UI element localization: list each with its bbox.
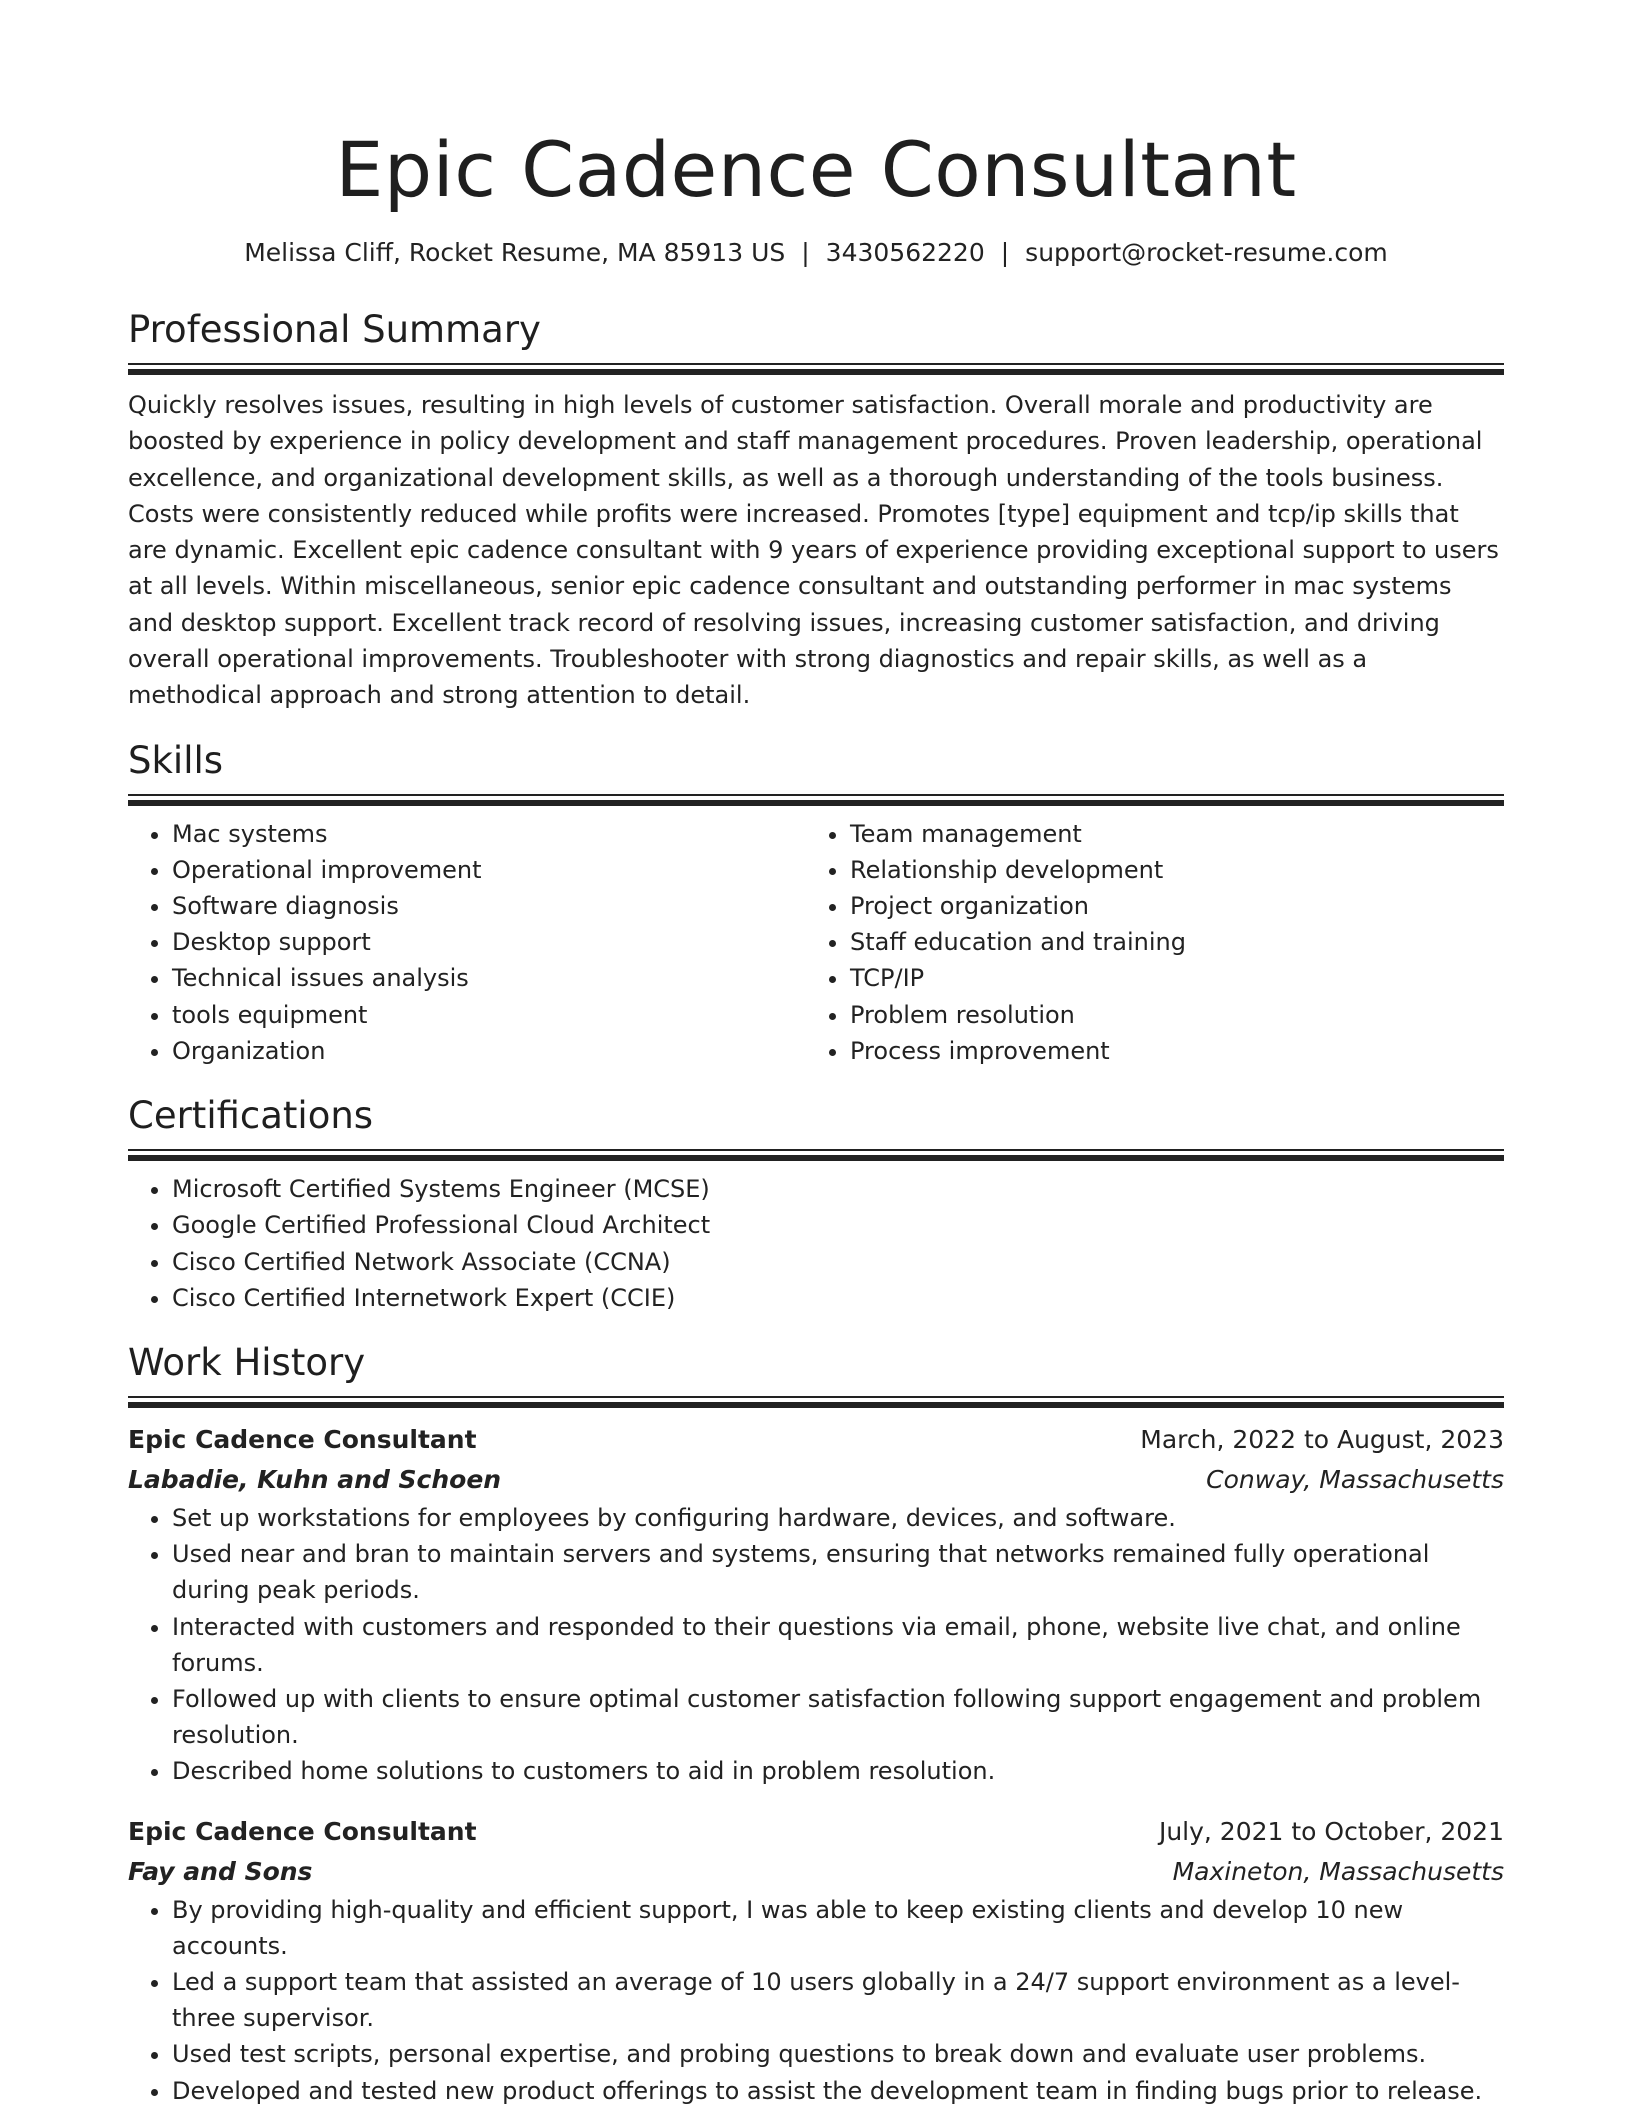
certification-item: • Google Certified Professional Cloud Architect [172, 1207, 1504, 1243]
skills-section [128, 738, 1504, 1069]
contact-phone: 3430562220 [825, 238, 985, 267]
skill-item: • TCP/IP [850, 960, 1484, 996]
skills-grid [128, 816, 1504, 1069]
job-title: Epic Cadence Consultant [128, 1816, 477, 1846]
resume-page [128, 0, 1504, 2109]
resume-name: Epic Cadence Consultant [335, 125, 1297, 214]
job-company-row [128, 1852, 1504, 1892]
contact-email[interactable]: support@rocket-resume.com [1025, 238, 1388, 267]
section-divider [128, 794, 1504, 806]
job-bullet: • Used near and bran to maintain servers and systems, ensuring that networks remained fully operational during peak periods. [172, 1536, 1504, 1608]
job-bullet: • Described home solutions to customers to aid in problem resolution. [172, 1753, 1504, 1789]
job-bullet: • By providing high-quality and efficient support, I was able to keep existing clients and develop 10 new accounts. [172, 1892, 1504, 1964]
job-title: Epic Cadence Consultant [128, 1424, 477, 1454]
summary-section [128, 307, 1504, 714]
job-bullet: • Interacted with customers and responded to their questions via email, phone, website live chat, and online forums. [172, 1609, 1504, 1681]
skill-item: • tools equipment [172, 997, 806, 1033]
skill-item: • Process improvement [850, 1033, 1484, 1069]
job-bullet: • Followed up with clients to ensure optimal customer satisfaction following support engagement and problem resolution. [172, 1681, 1504, 1753]
job-header-row [128, 1812, 1504, 1852]
job-bullet: • Led a support team that assisted an average of 10 users globally in a 24/7 support environment as a level-three supervisor. [172, 1964, 1504, 2036]
contact-separator: | [1000, 238, 1010, 267]
skill-item: • Software diagnosis [172, 888, 806, 924]
skills-list-left [128, 816, 806, 1069]
job-bullet-list [128, 1500, 1504, 1790]
certifications-list [128, 1171, 1504, 1316]
section-title-summary: Professional Summary [128, 308, 541, 351]
job-header-row [128, 1420, 1504, 1460]
summary-text: Quickly resolves issues, resulting in high levels of customer satisfaction. Overall morale and productivity are boosted by experience in policy development and staff management procedures. Proven leadership, operational excellence, and organizational development skills, as well as a thorough understanding of the tools business. Costs were consistently reduced while profits were increased. Promotes [type] equipment and tcp/ip skills that are dynamic. Excellent epic cadence consultant with 9 years of experience providing exceptional support to users at all levels. Within miscellaneous, senior epic cadence consultant and outstanding performer in mac systems and desktop support. Excellent track record of resolving issues, increasing customer satisfaction, and driving overall operational improvements. Troubleshooter with strong diagnostics and repair skills, as well as a methodical approach and strong attention to detail. [128, 391, 1499, 710]
job-entry [128, 1420, 1504, 1790]
skill-item: • Mac systems [172, 816, 806, 852]
skill-item: • Team management [850, 816, 1484, 852]
section-divider [128, 363, 1504, 375]
job-company: Labadie, Kuhn and Schoen [128, 1464, 502, 1494]
skill-item: • Staff education and training [850, 924, 1484, 960]
certification-item: • Microsoft Certified Systems Engineer (MCSE) [172, 1171, 1504, 1207]
section-title-skills: Skills [128, 738, 224, 782]
job-bullet-list [128, 1892, 1504, 2109]
job-bullet: • Used test scripts, personal expertise, and probing questions to break down and evaluate user problems. [172, 2036, 1504, 2072]
skill-item: • Operational improvement [172, 852, 806, 888]
job-entry [128, 1812, 1504, 2109]
job-bullet: • Set up workstations for employees by configuring hardware, devices, and software. [172, 1500, 1504, 1536]
section-title-certifications: Certifications [128, 1094, 374, 1138]
work-history-section [128, 1340, 1504, 2109]
skill-item: • Problem resolution [850, 997, 1484, 1033]
section-title-work-history: Work History [128, 1340, 366, 1384]
job-company: Fay and Sons [128, 1856, 313, 1886]
skill-item: • Project organization [850, 888, 1484, 924]
skills-column-left [128, 816, 806, 1069]
section-divider [128, 1149, 1504, 1161]
job-bullet: • Developed and tested new product offerings to assist the development team in finding bugs prior to release. [172, 2073, 1504, 2109]
contact-separator: | [801, 238, 810, 267]
skill-item: • Technical issues analysis [172, 960, 806, 996]
job-location: Conway, Massachusetts [1206, 1464, 1504, 1494]
certifications-section [128, 1093, 1504, 1316]
skill-item: • Desktop support [172, 924, 806, 960]
certification-item: • Cisco Certified Internetwork Expert (CCIE) [172, 1280, 1504, 1316]
section-divider [128, 1396, 1504, 1408]
job-location: Maxineton, Massachusetts [1172, 1856, 1504, 1886]
skills-column-right [806, 816, 1484, 1069]
jobs-list [128, 1420, 1504, 2109]
job-dates: July, 2021 to October, 2021 [1158, 1816, 1504, 1846]
certification-item: • Cisco Certified Network Associate (CCNA) [172, 1244, 1504, 1280]
skills-list-right [806, 816, 1484, 1069]
skill-item: • Relationship development [850, 852, 1484, 888]
job-company-row [128, 1460, 1504, 1500]
skill-item: • Organization [172, 1033, 806, 1069]
contact-address: Melissa Cliff, Rocket Resume, MA 85913 US [244, 238, 786, 267]
contact-line [128, 236, 1504, 270]
job-dates: March, 2022 to August, 2023 [1140, 1424, 1504, 1454]
